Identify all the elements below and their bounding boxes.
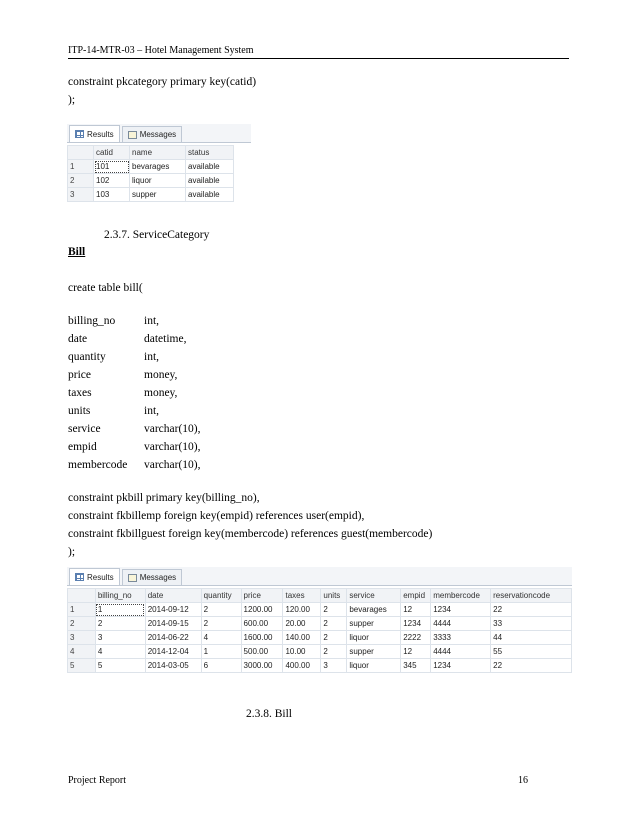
cell[interactable]: 55 [491,645,572,659]
header-row [68,589,572,603]
cell[interactable]: 400.00 [283,659,321,673]
cell[interactable]: 600.00 [241,617,283,631]
tab-messages-label: Messages [139,573,177,582]
cell[interactable]: 2014-03-05 [145,659,201,673]
column-name: billing_no [68,315,116,327]
tab-messages-label: Messages [139,130,177,139]
message-icon [128,574,137,582]
column-type: money, [144,387,178,399]
cell[interactable]: supper [347,617,401,631]
figure-caption: 2.3.8. Bill [246,708,293,720]
cell[interactable]: 12 [401,603,431,617]
message-icon [128,131,137,139]
cell[interactable]: 2 [321,603,347,617]
column-name: quantity [68,351,106,363]
cell[interactable]: supper [347,645,401,659]
table-row[interactable] [68,617,572,631]
code-line: constraint pkcategory primary key(catid) [68,76,257,88]
cell[interactable]: available [186,174,234,188]
cell[interactable]: 2014-06-22 [145,631,201,645]
grid-icon [75,130,84,138]
column-type: datetime, [144,333,187,345]
cell[interactable]: available [186,188,234,202]
cell[interactable]: available [186,160,234,174]
figure-caption: 2.3.7. ServiceCategory [104,229,210,241]
row-number-header [68,146,94,160]
code-line: constraint fkbillemp foreign key(empid) references user(empid), [68,510,365,522]
code-line: constraint pkbill primary key(billing_no), [68,492,260,504]
code-line: constraint fkbillguest foreign key(membercode) references guest(membercode) [68,528,433,540]
results-table [67,588,572,673]
row-number: 2 [68,174,94,188]
column-header[interactable]: billing_no [95,589,145,603]
cell[interactable]: 4444 [431,617,491,631]
page-number: 16 [518,775,528,786]
cell[interactable]: 1600.00 [241,631,283,645]
table-row[interactable] [68,659,572,673]
cell[interactable]: 1234 [401,617,431,631]
cell[interactable]: 12 [401,645,431,659]
cell[interactable]: liquor [347,659,401,673]
cell[interactable]: 3 [321,659,347,673]
column-header[interactable]: quantity [201,589,241,603]
column-header[interactable]: catid [94,146,130,160]
cell[interactable]: 10.00 [283,645,321,659]
tab-messages[interactable] [122,126,182,142]
cell[interactable]: 22 [491,659,572,673]
column-name: date [68,333,88,345]
row-number: 3 [68,188,94,202]
cell[interactable]: 101 [94,160,130,174]
row-number: 1 [68,160,94,174]
column-type: varchar(10), [144,423,201,435]
cell[interactable]: 1 [201,645,241,659]
cell[interactable]: 102 [94,174,130,188]
table-row[interactable] [68,188,234,202]
row-number: 2 [68,617,96,631]
column-type: money, [144,369,178,381]
column-name: service [68,423,101,435]
row-number-header [68,589,96,603]
cell[interactable]: 44 [491,631,572,645]
column-header[interactable]: price [241,589,283,603]
cell[interactable]: 2 [321,617,347,631]
column-type: varchar(10), [144,441,201,453]
cell[interactable]: 2 [201,617,241,631]
cell[interactable]: 3000.00 [241,659,283,673]
cell[interactable]: 2 [321,631,347,645]
page-header: ITP-14-MTR-03 – Hotel Management System [68,45,569,59]
cell[interactable]: bevarages [130,160,186,174]
column-header[interactable]: service [347,589,401,603]
code-line: ); [68,546,76,558]
cell[interactable]: 1 [95,603,145,617]
column-header[interactable]: reservationcode [491,589,572,603]
table-row[interactable] [68,645,572,659]
table-row[interactable] [68,174,234,188]
column-header[interactable]: empid [401,589,431,603]
column-type: int, [144,315,160,327]
cell[interactable]: 120.00 [283,603,321,617]
column-header[interactable]: status [186,146,234,160]
cell[interactable]: 1234 [431,603,491,617]
footer-label: Project Report [68,775,127,786]
header-row [68,146,234,160]
cell[interactable]: 2 [321,645,347,659]
column-type: int, [144,405,160,417]
cell[interactable]: liquor [130,174,186,188]
table-row[interactable] [68,631,572,645]
cell[interactable]: 6 [201,659,241,673]
section-title: Bill [68,246,86,258]
column-type: int, [144,351,160,363]
tab-results-label: Results [87,572,114,582]
result-tabs [67,567,572,586]
column-name: taxes [68,387,92,399]
cell[interactable]: supper [130,188,186,202]
cell[interactable]: 2222 [401,631,431,645]
cell[interactable]: 3 [95,631,145,645]
cell[interactable]: 1234 [431,659,491,673]
table-row[interactable] [68,160,234,174]
tab-messages[interactable] [122,569,182,585]
cell[interactable]: 4 [201,631,241,645]
cell[interactable]: 33 [491,617,572,631]
tab-results[interactable] [69,125,120,142]
result-tabs [67,124,251,143]
cell[interactable]: 2014-09-12 [145,603,201,617]
results-grid-bill [67,567,572,704]
cell[interactable]: 500.00 [241,645,283,659]
column-header[interactable]: units [321,589,347,603]
row-number: 4 [68,645,96,659]
cell[interactable]: 2 [201,603,241,617]
cell[interactable]: 4 [95,645,145,659]
row-number: 3 [68,631,96,645]
cell[interactable]: 2 [95,617,145,631]
table-row[interactable] [68,603,572,617]
cell[interactable]: 103 [94,188,130,202]
column-name: membercode [68,459,128,471]
cell[interactable]: 2014-09-15 [145,617,201,631]
row-number: 5 [68,659,96,673]
cell[interactable]: 22 [491,603,572,617]
cell[interactable]: 2014-12-04 [145,645,201,659]
code-line: create table bill( [68,282,143,294]
results-grid-category [67,124,251,224]
code-line: ); [68,94,76,106]
tab-results-label: Results [87,129,114,139]
cell[interactable]: 140.00 [283,631,321,645]
cell[interactable]: 345 [401,659,431,673]
cell[interactable]: 3333 [431,631,491,645]
column-name: units [68,405,91,417]
cell[interactable]: bevarages [347,603,401,617]
column-type: varchar(10), [144,459,201,471]
cell[interactable]: 20.00 [283,617,321,631]
cell[interactable]: liquor [347,631,401,645]
column-header[interactable]: date [145,589,201,603]
column-name: empid [68,441,97,453]
grid-icon [75,573,84,581]
tab-results[interactable] [69,568,120,585]
cell[interactable]: 4444 [431,645,491,659]
row-number: 1 [68,603,96,617]
column-header[interactable]: membercode [431,589,491,603]
column-name: price [68,369,91,381]
column-header[interactable]: name [130,146,186,160]
results-table [67,145,234,202]
cell[interactable]: 5 [95,659,145,673]
cell[interactable]: 1200.00 [241,603,283,617]
column-header[interactable]: taxes [283,589,321,603]
